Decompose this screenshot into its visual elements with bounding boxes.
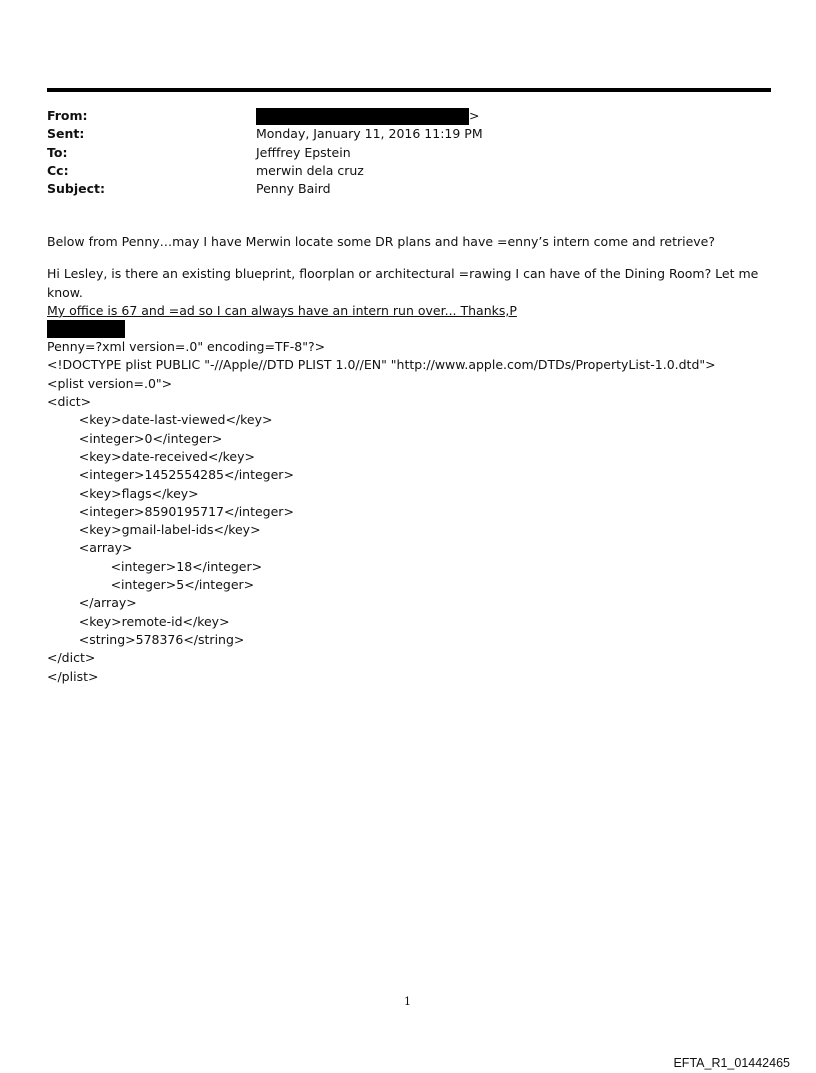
- from-suffix: >: [469, 108, 480, 123]
- header-rule: [47, 88, 771, 92]
- from-value: [256, 107, 479, 125]
- xml-line: <!DOCTYPE plist PUBLIC "-//Apple//DTD PLIST 1.0//EN" "http://www.apple.com/DTDs/PropertyList-1.0.dtd">: [47, 357, 716, 373]
- cc-value: merwin dela cruz: [256, 162, 364, 178]
- body-paragraph-2-line-2: My office is 67 and =ad so I can always have an intern run over... Thanks,P: [47, 302, 517, 318]
- xml-line: <key>date-received</key>: [47, 448, 255, 464]
- xml-line: <string>578376</string>: [47, 631, 245, 647]
- subject-label: Subject:: [47, 181, 105, 197]
- to-label: To:: [47, 144, 68, 160]
- subject-value: Penny Baird: [256, 181, 331, 197]
- xml-line: <dict>: [47, 394, 92, 410]
- sent-label: Sent:: [47, 126, 85, 142]
- body-paragraph-2-line-1: Hi Lesley, is there an existing blueprint, floorplan or architectural =rawing I can have of the Dining Room? Let me know.: [47, 266, 759, 300]
- xml-line: <integer>18</integer>: [47, 558, 263, 574]
- email-body: [47, 233, 777, 686]
- xml-line: <integer>8590195717</integer>: [47, 503, 294, 519]
- xml-block: [47, 338, 777, 686]
- xml-line: </plist>: [47, 668, 99, 684]
- cc-label: Cc:: [47, 162, 69, 178]
- xml-line: <integer>1452554285</integer>: [47, 467, 294, 483]
- xml-line: <key>remote-id</key>: [47, 613, 230, 629]
- page-number: 1: [404, 995, 411, 1008]
- xml-line: <integer>0</integer>: [47, 430, 223, 446]
- sent-value: Monday, January 11, 2016 11:19 PM: [256, 126, 483, 142]
- xml-line: Penny=?xml version=.0" encoding=TF-8"?>: [47, 339, 326, 355]
- redaction-block: [256, 108, 469, 125]
- xml-line: <key>gmail-label-ids</key>: [47, 522, 261, 538]
- xml-line: <integer>5</integer>: [47, 577, 255, 593]
- xml-line: <key>date-last-viewed</key>: [47, 412, 273, 428]
- from-label: From:: [47, 108, 88, 123]
- document-id: EFTA_R1_01442465: [673, 1056, 790, 1070]
- xml-line: <key>flags</key>: [47, 485, 199, 501]
- xml-line: <array>: [47, 540, 133, 556]
- redaction-block: [47, 320, 125, 338]
- to-value: Jefffrey Epstein: [256, 144, 351, 160]
- xml-line: </dict>: [47, 650, 96, 666]
- xml-line: </array>: [47, 595, 137, 611]
- body-paragraph-1: Below from Penny…may I have Merwin locate some DR plans and have =enny’s intern come and retrieve?: [47, 234, 715, 249]
- xml-line: <plist version=.0">: [47, 375, 173, 391]
